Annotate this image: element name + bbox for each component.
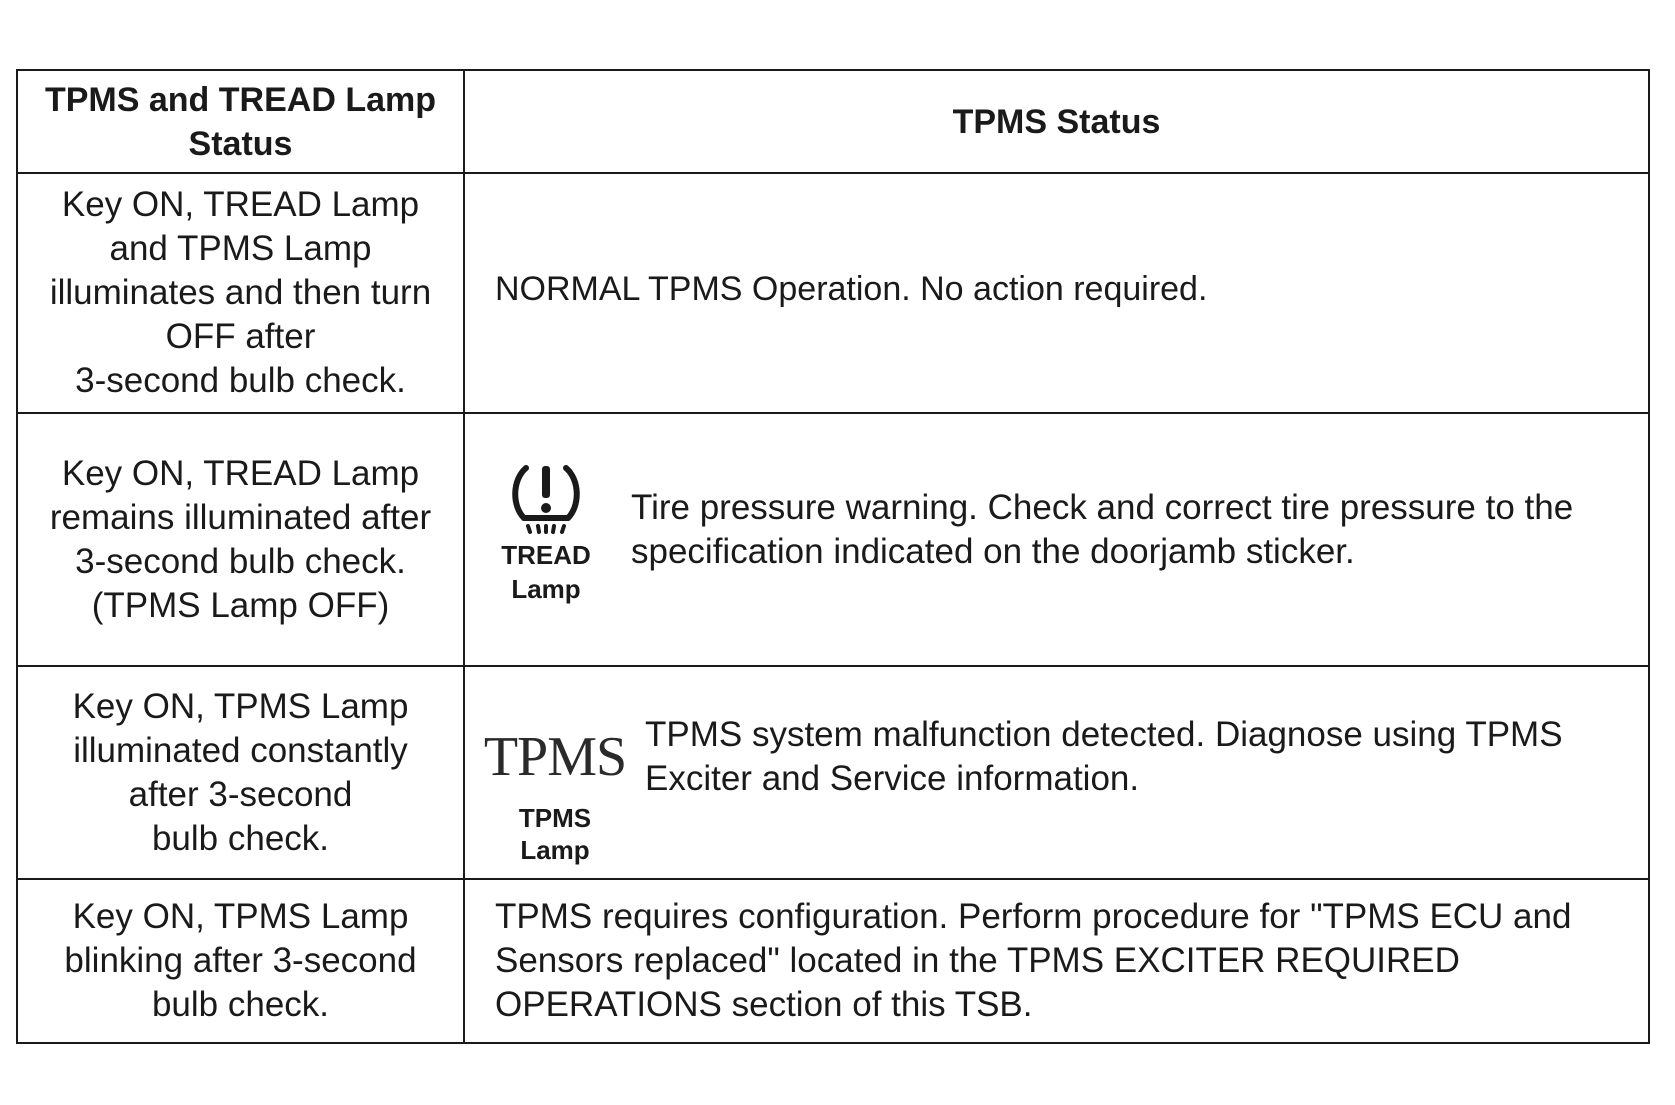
status-line: OPERATIONS section of this TSB. [495,985,1033,1024]
status-text: NORMAL TPMS Operation. No action required. [495,270,1208,308]
table-row [17,879,1649,1043]
status-text-block [465,895,1652,1027]
condition-cell [17,173,464,413]
header-lamp-status: TPMS and TREAD Lamp Status [17,70,464,173]
condition-text: Key ON, TREAD Lamp remains illuminated after 3-second bulb check. (TPMS Lamp OFF) [49,453,432,625]
status-text: Tire pressure warning. Check and correct tire pressure to the specification indicated on the doorjamb sticker. [631,487,1574,571]
status-line: TPMS requires configuration. Perform procedure for "TPMS ECU and [495,897,1572,936]
tread-lamp-indicator [485,460,607,606]
table-row [17,413,1649,666]
tpms-lamp-status-table [16,69,1650,1044]
status-line: Sensors replaced" located in the TPMS EXCITER REQUIRED [495,941,1460,980]
status-cell [464,666,1649,879]
tpms-lamp-caption: TPMS Lamp [518,802,592,865]
tread-lamp-caption: TREAD Lamp [501,539,591,604]
tpms-lamp-logo: TPMS [483,725,627,788]
condition-text: Key ON, TPMS Lamp illuminated constantly after 3-second bulb check. [72,686,409,858]
table-header-row [17,70,1649,173]
table-row [17,173,1649,413]
tire-pressure-warning-icon [504,460,588,538]
header-tpms-status: TPMS Status [464,70,1649,173]
condition-cell [17,413,464,666]
condition-text: Key ON, TREAD Lamp and TPMS Lamp illuminates and then turn OFF after 3-second bulb check. [49,185,432,400]
status-text: TPMS system malfunction detected. Diagnose using TPMS Exciter and Service information. [645,714,1563,798]
status-cell [464,879,1649,1043]
status-cell [464,173,1649,413]
table-row [17,666,1649,879]
status-cell [464,413,1649,666]
condition-text: Key ON, TPMS Lamp blinking after 3-second bulb check. [64,897,417,1024]
tpms-lamp-indicator [475,725,635,866]
condition-cell [17,666,464,879]
condition-cell [17,879,464,1043]
